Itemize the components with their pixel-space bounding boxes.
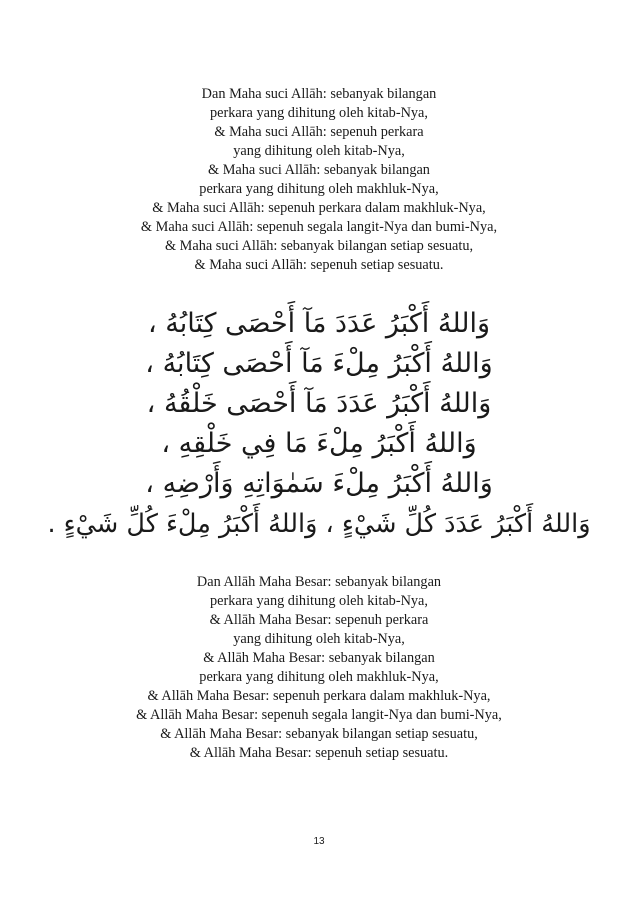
translation-line: & Allāh Maha Besar: sepenuh setiap sesuatu. — [189, 745, 449, 761]
translation-line: & Maha suci Allāh: sebanyak bilangan — [208, 162, 430, 178]
translation-line: & Maha suci Allāh: sepenuh segala langit-Nya dan bumi-Nya, — [140, 219, 498, 235]
arabic-line: وَاللهُ أَكْبَرُ مِلْءَ مَآ أَحْصَى كِتَابُهُ ، — [145, 348, 493, 379]
translation-line: & Allāh Maha Besar: sebanyak bilangan — [203, 650, 435, 666]
translation-line: perkara yang dihitung oleh makhluk-Nya, — [199, 669, 439, 685]
arabic-line: وَاللهُ أَكْبَرُ عَدَدَ مَآ أَحْصَى كِتَابُهُ ، — [147, 308, 491, 339]
translation-line: & Allāh Maha Besar: sepenuh segala langit-Nya dan bumi-Nya, — [136, 707, 502, 723]
translation-line: yang dihitung oleh kitab-Nya, — [233, 631, 405, 647]
arabic-line: وَاللهُ أَكْبَرُ مِلْءَ سَمٰوَاتِهِ وَأَرْضِهِ ، — [145, 468, 493, 499]
translation-line: & Maha suci Allāh: sepenuh perkara dalam makhluk-Nya, — [152, 200, 486, 216]
arabic-line: وَاللهُ أَكْبَرُ مِلْءَ مَا فِي خَلْقِهِ ، — [161, 428, 477, 459]
translation-line: perkara yang dihitung oleh kitab-Nya, — [210, 593, 428, 609]
page-number: 13 — [313, 836, 325, 847]
translation-line: yang dihitung oleh kitab-Nya, — [233, 143, 405, 159]
translation-line: Dan Maha suci Allāh: sebanyak bilangan — [201, 86, 437, 102]
translation-line: & Allāh Maha Besar: sepenuh perkara — [209, 612, 429, 628]
translation-line: & Maha suci Allāh: sebanyak bilangan setiap sesuatu, — [164, 238, 474, 254]
translation-line: & Maha suci Allāh: sepenuh perkara — [214, 124, 424, 140]
translation-block-top — [0, 85, 638, 275]
translation-block-bottom — [0, 573, 638, 763]
translation-line: & Allāh Maha Besar: sepenuh perkara dalam makhluk-Nya, — [147, 688, 491, 704]
translation-line: perkara yang dihitung oleh makhluk-Nya, — [199, 181, 439, 197]
arabic-text-block — [0, 304, 638, 544]
translation-line: & Allāh Maha Besar: sebanyak bilangan setiap sesuatu, — [160, 726, 478, 742]
arabic-line: وَاللهُ أَكْبَرُ عَدَدَ كُلِّ شَيْءٍ ، وَاللهُ أَكْبَرُ مِلْءَ كُلِّ شَيْءٍ . — [47, 509, 591, 539]
arabic-line: وَاللهُ أَكْبَرُ عَدَدَ مَآ أَحْصَى خَلْقُهُ ، — [146, 388, 492, 419]
translation-line: & Maha suci Allāh: sepenuh setiap sesuatu. — [194, 257, 444, 273]
translation-line: perkara yang dihitung oleh kitab-Nya, — [210, 105, 428, 121]
translation-line: Dan Allāh Maha Besar: sebanyak bilangan — [196, 574, 442, 590]
